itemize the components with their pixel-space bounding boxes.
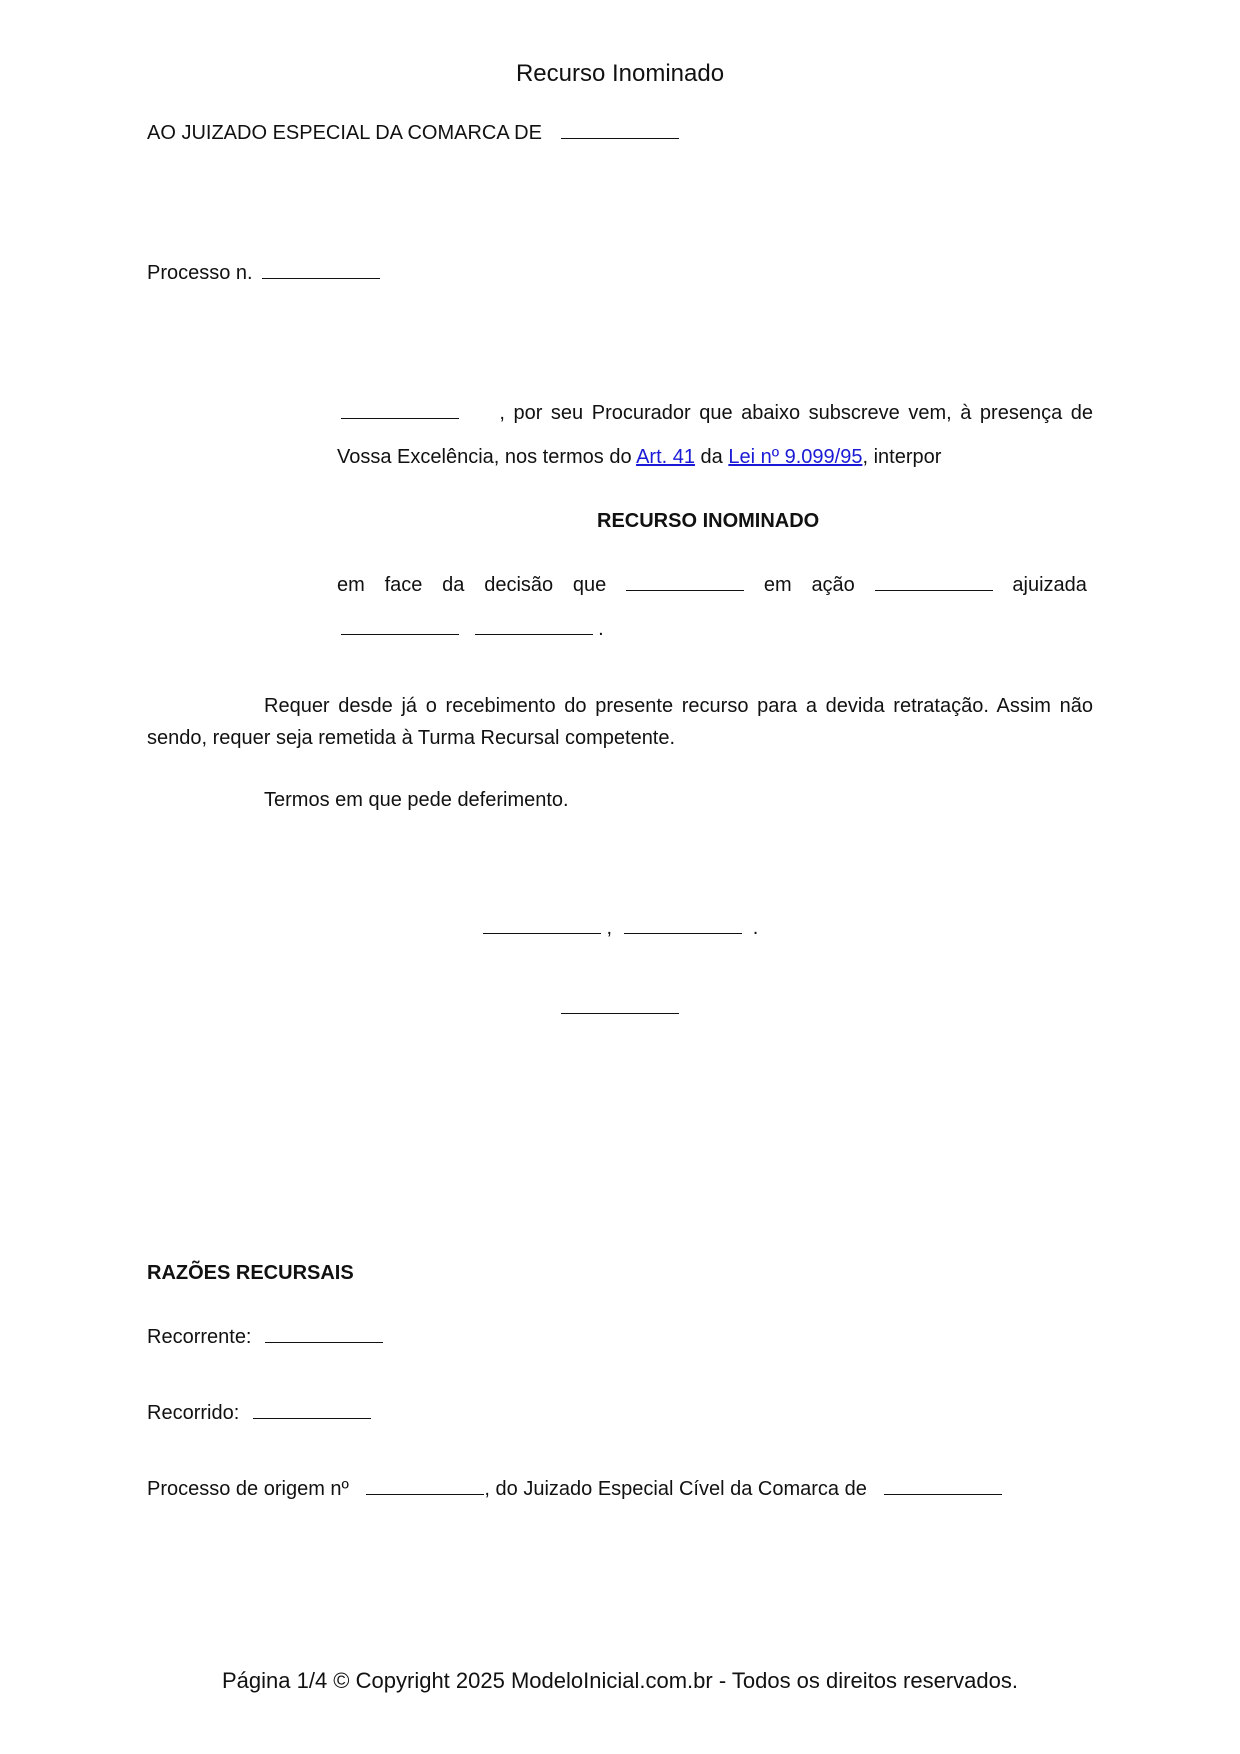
origem-line bbox=[147, 1478, 1002, 1501]
recorrido-label: Recorrido: bbox=[147, 1402, 240, 1424]
signature-blank[interactable] bbox=[561, 998, 679, 1014]
origem-label: Processo de origem nº bbox=[147, 1478, 349, 1500]
process-line bbox=[147, 262, 380, 285]
intro-text-2: Vossa Excelência, nos termos do bbox=[337, 446, 632, 468]
filing-blank-1[interactable] bbox=[341, 619, 459, 635]
recorrido-line bbox=[147, 1402, 371, 1425]
action-blank[interactable] bbox=[875, 575, 993, 591]
place-blank[interactable] bbox=[483, 918, 601, 934]
party-blank[interactable] bbox=[341, 403, 459, 419]
address-text: AO JUIZADO ESPECIAL DA COMARCA DE bbox=[147, 122, 542, 144]
word-da: da bbox=[442, 574, 465, 596]
place-date-line: , . bbox=[483, 917, 758, 940]
address-line bbox=[147, 122, 679, 145]
intro-interpor: , interpor bbox=[862, 446, 942, 468]
decision-line-2: . bbox=[337, 618, 604, 641]
filing-blank-2[interactable] bbox=[475, 619, 593, 635]
comarca-blank[interactable] bbox=[561, 123, 679, 139]
word-em-2: em bbox=[763, 574, 792, 596]
origem-comarca-blank[interactable] bbox=[884, 1479, 1002, 1495]
recorrido-blank[interactable] bbox=[253, 1403, 371, 1419]
word-acao: ação bbox=[811, 574, 855, 596]
decision-blank[interactable] bbox=[626, 575, 744, 591]
process-number-blank[interactable] bbox=[262, 263, 380, 279]
intro-line-1 bbox=[337, 402, 1093, 425]
process-label: Processo n. bbox=[147, 262, 253, 284]
signature-line bbox=[561, 997, 679, 1020]
word-face: face bbox=[384, 574, 423, 596]
intro-da: da bbox=[700, 446, 723, 468]
lei-9099-link[interactable]: Lei nº 9.099/95 bbox=[728, 446, 863, 468]
recorrente-label: Recorrente: bbox=[147, 1326, 252, 1348]
art-41-link[interactable]: Art. 41 bbox=[636, 446, 695, 468]
recurso-heading: RECURSO INOMINADO bbox=[597, 510, 820, 532]
request-paragraph: Requer desde já o recebimento do presente recurso para a devida retratação. Assim não sendo, requer seja remetida à Turma Recursal competente. bbox=[147, 695, 1093, 749]
word-que: que bbox=[572, 574, 607, 596]
origem-number-blank[interactable] bbox=[366, 1479, 484, 1495]
page-title: Recurso Inominado bbox=[515, 60, 725, 87]
closing-text: Termos em que pede deferimento. bbox=[264, 789, 569, 811]
intro-line-2 bbox=[337, 446, 941, 469]
page-footer: Página 1/4 © Copyright 2025 ModeloInicial.com.br - Todos os direitos reservados. bbox=[222, 1668, 1018, 1693]
intro-text-1: , por seu Procurador que abaixo subscreve vem, à presença de bbox=[499, 402, 1093, 424]
word-decisao: decisão bbox=[484, 574, 554, 596]
date-blank[interactable] bbox=[624, 918, 742, 934]
word-ajuizada: ajuizada bbox=[1012, 574, 1087, 596]
recorrente-blank[interactable] bbox=[265, 1327, 383, 1343]
origem-mid: , do Juizado Especial Cível da Comarca de bbox=[484, 1478, 867, 1500]
razoes-heading: RAZÕES RECURSAIS bbox=[147, 1262, 354, 1284]
decision-line-1 bbox=[337, 574, 1087, 597]
recorrente-line bbox=[147, 1326, 383, 1349]
word-em: em bbox=[337, 574, 365, 596]
